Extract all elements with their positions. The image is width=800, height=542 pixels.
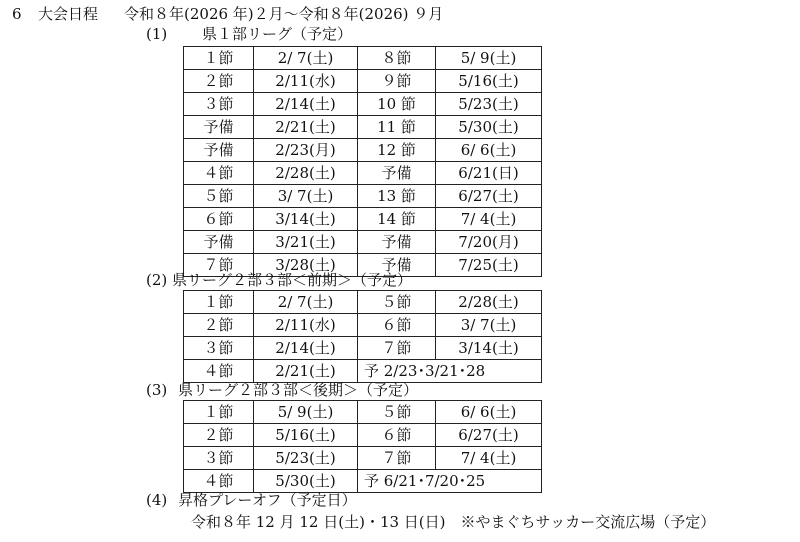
schedule-period: 令和８年(2026 年)２月～令和８年(2026) ９月 xyxy=(124,5,444,23)
round-cell: 14 節 xyxy=(358,208,436,231)
date-cell: 2/23(月) xyxy=(254,139,358,162)
table-row xyxy=(184,93,542,116)
table-row xyxy=(184,47,542,70)
round-cell: 10 節 xyxy=(358,93,436,116)
subsection-3-title: 県リーグ２部３部＜後期＞（予定） xyxy=(178,381,419,399)
date-cell: 7/ 4(土) xyxy=(436,208,542,231)
table-row xyxy=(184,116,542,139)
table-row xyxy=(184,231,542,254)
date-cell: 6/21(日) xyxy=(436,162,542,185)
league23-first-half-table xyxy=(183,290,542,383)
date-cell: 7/20(月) xyxy=(436,231,542,254)
date-cell: 7/ 4(土) xyxy=(436,447,542,470)
table-row xyxy=(184,314,542,337)
subsection-1-title: 県１部リーグ（予定） xyxy=(202,25,353,43)
round-cell: ２節 xyxy=(184,70,254,93)
date-cell: 5/23(土) xyxy=(436,93,542,116)
round-cell: ５節 xyxy=(358,291,436,314)
round-cell: 13 節 xyxy=(358,185,436,208)
round-cell: ２節 xyxy=(184,424,254,447)
table-row xyxy=(184,70,542,93)
league1-schedule-table xyxy=(183,46,542,277)
date-cell: 5/16(土) xyxy=(254,424,358,447)
table-row xyxy=(184,337,542,360)
table-row xyxy=(184,185,542,208)
date-cell: 3/14(土) xyxy=(254,208,358,231)
round-cell: ７節 xyxy=(358,337,436,360)
date-cell: 3/ 7(土) xyxy=(254,185,358,208)
round-cell: 12 節 xyxy=(358,139,436,162)
round-cell: ８節 xyxy=(358,47,436,70)
date-cell: 3/21(土) xyxy=(254,231,358,254)
date-cell: 5/16(土) xyxy=(436,70,542,93)
date-cell: 5/ 9(土) xyxy=(436,47,542,70)
section-title: 大会日程 xyxy=(38,5,99,23)
table-row xyxy=(184,401,542,424)
round-cell: ５節 xyxy=(184,185,254,208)
round-cell: ３節 xyxy=(184,337,254,360)
subsection-1-number: (1) xyxy=(146,25,168,43)
table-row xyxy=(184,208,542,231)
date-cell: 2/28(土) xyxy=(254,162,358,185)
round-cell: ６節 xyxy=(358,314,436,337)
date-cell: 6/27(土) xyxy=(436,185,542,208)
date-cell: 2/28(土) xyxy=(436,291,542,314)
date-cell: 2/14(土) xyxy=(254,93,358,116)
round-cell: １節 xyxy=(184,291,254,314)
round-cell: １節 xyxy=(184,47,254,70)
date-cell: 3/ 7(土) xyxy=(436,314,542,337)
round-cell: 予備 xyxy=(184,231,254,254)
table-row xyxy=(184,291,542,314)
round-cell: ９節 xyxy=(358,70,436,93)
subsection-2-title: 県リーグ２部３部＜前期＞（予定） xyxy=(172,271,413,289)
table-row xyxy=(184,424,542,447)
date-cell: 6/ 6(土) xyxy=(436,139,542,162)
round-cell: ３節 xyxy=(184,93,254,116)
date-cell: 5/ 9(土) xyxy=(254,401,358,424)
date-cell: 5/30(土) xyxy=(436,116,542,139)
date-cell: 5/30(土) xyxy=(254,470,358,493)
subsection-2-number: (2) xyxy=(146,271,168,289)
round-cell: 予備 xyxy=(358,254,436,277)
date-cell: 2/11(水) xyxy=(254,70,358,93)
subsection-3-number: (3) xyxy=(146,381,168,399)
subsection-4-title: 昇格プレーオフ（予定日） xyxy=(178,491,357,509)
round-cell: １節 xyxy=(184,401,254,424)
round-cell: 予備 xyxy=(184,139,254,162)
round-cell: 予備 xyxy=(358,162,436,185)
round-cell: ２節 xyxy=(184,314,254,337)
date-cell: 3/28(土) xyxy=(254,254,358,277)
date-cell: 2/ 7(土) xyxy=(254,291,358,314)
playoff-date-venue: 令和８年 12 月 12 日(土)・13 日(日) ※やまぐちサッカー交流広場（予定） xyxy=(191,513,716,531)
round-cell: ７節 xyxy=(184,254,254,277)
date-cell: 2/ 7(土) xyxy=(254,47,358,70)
date-cell: 6/ 6(土) xyxy=(436,401,542,424)
table-row xyxy=(184,447,542,470)
round-cell: 予備 xyxy=(184,116,254,139)
round-cell: ６節 xyxy=(358,424,436,447)
round-cell: ４節 xyxy=(184,470,254,493)
date-cell: 3/14(土) xyxy=(436,337,542,360)
round-cell: 予備 xyxy=(358,231,436,254)
round-cell: ７節 xyxy=(358,447,436,470)
section-number: 6 xyxy=(12,5,22,23)
reserve-dates-cell: 予 6/21･7/20･25 xyxy=(358,470,542,493)
date-cell: 7/25(土) xyxy=(436,254,542,277)
league23-second-half-table xyxy=(183,400,542,493)
date-cell: 2/11(水) xyxy=(254,314,358,337)
table-row xyxy=(184,139,542,162)
round-cell: 11 節 xyxy=(358,116,436,139)
date-cell: 2/14(土) xyxy=(254,337,358,360)
date-cell: 2/21(土) xyxy=(254,116,358,139)
round-cell: ６節 xyxy=(184,208,254,231)
round-cell: ４節 xyxy=(184,162,254,185)
date-cell: 2/21(土) xyxy=(254,360,358,383)
round-cell: ５節 xyxy=(358,401,436,424)
subsection-4-number: (4) xyxy=(146,491,168,509)
date-cell: 5/23(土) xyxy=(254,447,358,470)
reserve-dates-cell: 予 2/23･3/21･28 xyxy=(358,360,542,383)
round-cell: ４節 xyxy=(184,360,254,383)
table-row xyxy=(184,162,542,185)
date-cell: 6/27(土) xyxy=(436,424,542,447)
round-cell: ３節 xyxy=(184,447,254,470)
